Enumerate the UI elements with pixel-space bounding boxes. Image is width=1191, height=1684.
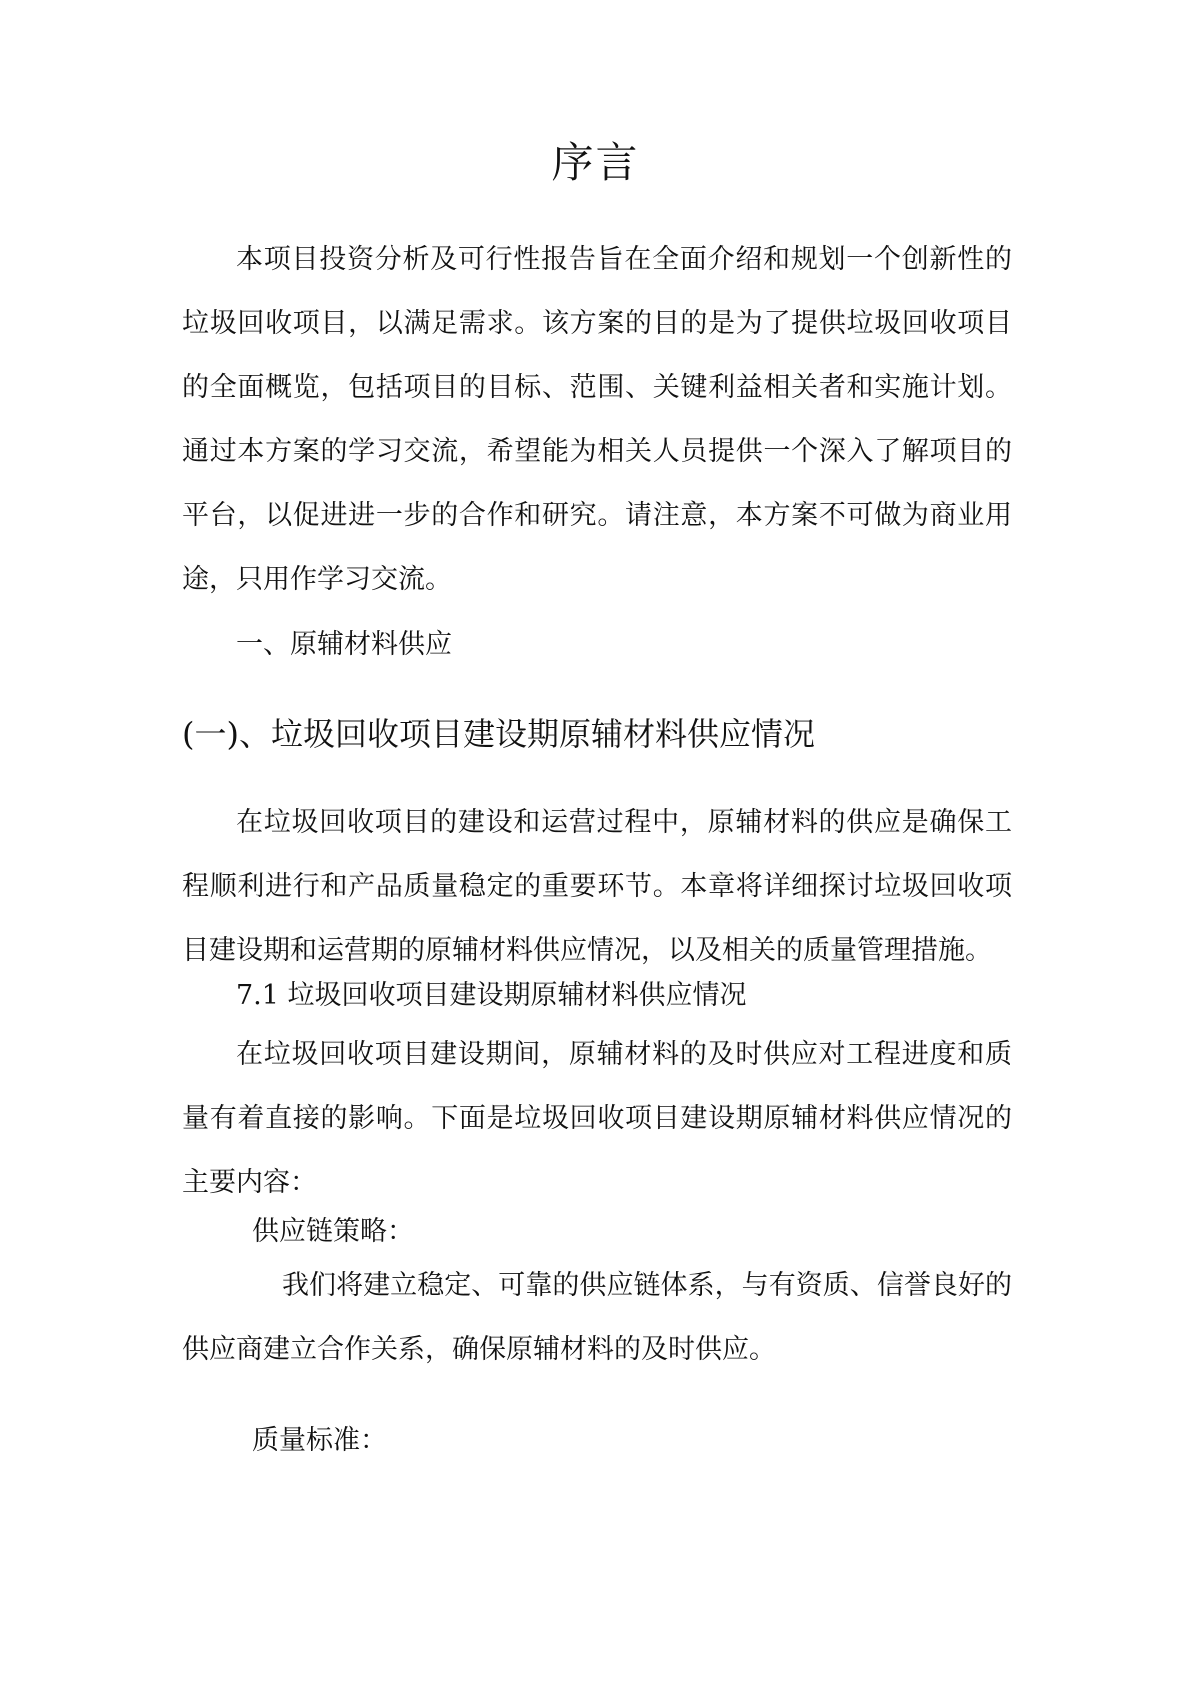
intro-paragraph: 在垃圾回收项目的建设和运营过程中，原辅材料的供应是确保工程顺利进行和产品质量稳定的重要环节。本章将详细探讨垃圾回收项目建设期和运营期的原辅材料供应情况，以及相关的质量管理措施。 bbox=[182, 807, 1012, 966]
subheading-7-1: 7.1 垃圾回收项目建设期原辅材料供应情况 bbox=[236, 980, 747, 1011]
section-heading: 一、原辅材料供应 bbox=[236, 629, 452, 660]
subsection-heading: (一)、垃圾回收项目建设期原辅材料供应情况 bbox=[182, 715, 815, 753]
supply-chain-paragraph: 我们将建立稳定、可靠的供应链体系，与有资质、信誉良好的供应商建立合作关系，确保原辅材料的及时供应。 bbox=[182, 1270, 1012, 1365]
construction-paragraph: 在垃圾回收项目建设期间，原辅材料的及时供应对工程进度和质量有着直接的影响。下面是垃圾回收项目建设期原辅材料供应情况的主要内容： bbox=[182, 1039, 1012, 1198]
quality-label: 质量标准： bbox=[252, 1425, 387, 1456]
preface-paragraph: 本项目投资分析及可行性报告旨在全面介绍和规划一个创新性的垃圾回收项目，以满足需求。该方案的目的是为了提供垃圾回收项目的全面概览，包括项目的目标、范围、关键利益相关者和实施计划。通过本方案的学习交流，希望能为相关人员提供一个深入了解项目的平台，以促进进一步的合作和研究。请注意，本方案不可做为商业用途，只用作学习交流。 bbox=[182, 244, 1012, 595]
page-title: 序言 bbox=[551, 138, 640, 187]
supply-chain-label: 供应链策略： bbox=[252, 1216, 414, 1247]
